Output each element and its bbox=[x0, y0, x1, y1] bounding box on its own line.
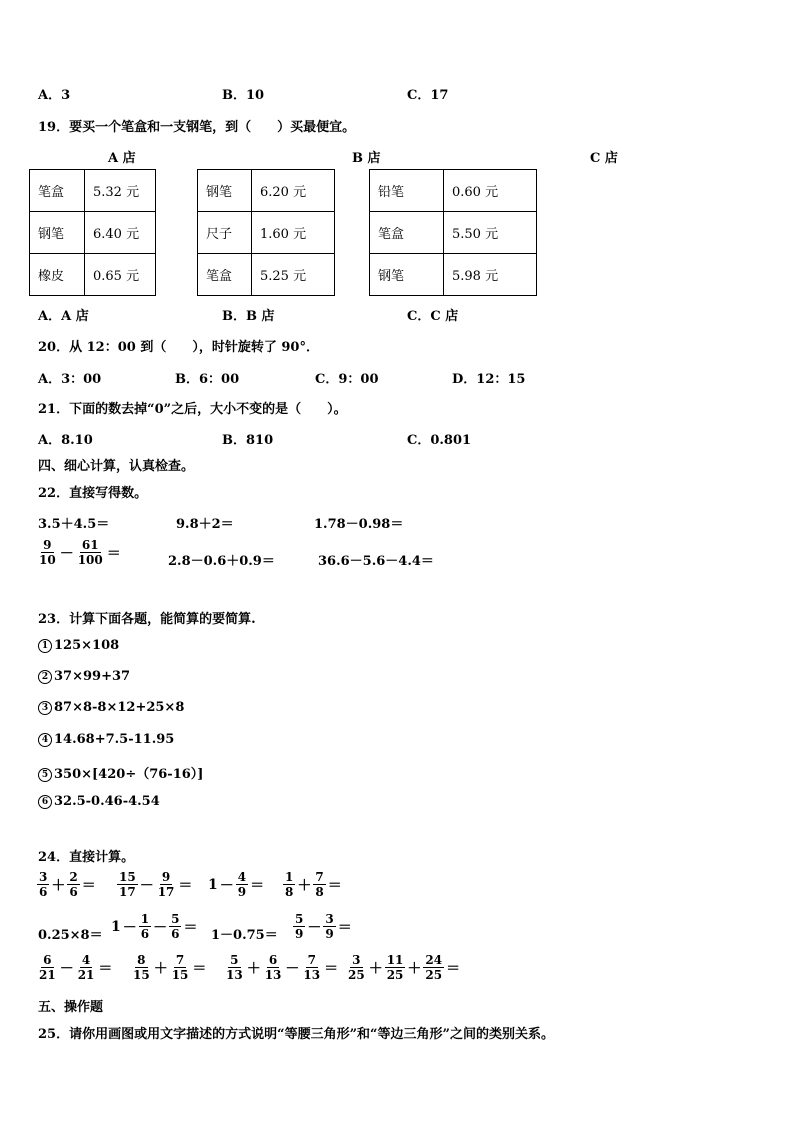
denominator: 15 bbox=[171, 968, 189, 982]
q24-r1-expr-2 bbox=[116, 870, 193, 899]
fraction bbox=[37, 538, 58, 567]
q21-option-a: A．8.10 bbox=[38, 433, 93, 448]
item-price: 5.50 元 bbox=[444, 212, 537, 254]
number: 1 bbox=[208, 876, 218, 893]
numerator: 9 bbox=[161, 870, 171, 884]
numerator: 24 bbox=[425, 953, 443, 967]
shop-c-title: C 店 bbox=[590, 151, 618, 166]
q24-r2-expr-1: 0.25×8＝ bbox=[38, 928, 103, 943]
denominator: 100 bbox=[77, 553, 103, 567]
operator: ＝ bbox=[327, 877, 342, 894]
denominator: 13 bbox=[226, 968, 243, 982]
fraction bbox=[385, 953, 406, 982]
numerator: 5 bbox=[230, 953, 239, 967]
fraction bbox=[170, 953, 191, 982]
number-circle: 4 bbox=[38, 733, 52, 747]
denominator: 25 bbox=[386, 968, 404, 982]
operator: ＝ bbox=[324, 960, 339, 977]
table-row bbox=[370, 254, 537, 296]
numerator: 4 bbox=[237, 870, 247, 884]
numerator: 1 bbox=[140, 912, 150, 926]
q21-option-c: C．0.801 bbox=[407, 433, 472, 448]
fraction bbox=[76, 538, 105, 567]
shop-a-title: A 店 bbox=[108, 151, 136, 166]
q19-option-b: B．B 店 bbox=[222, 309, 275, 324]
fraction bbox=[156, 870, 177, 899]
item-name: 笔盒 bbox=[198, 254, 252, 296]
shop-a-table bbox=[29, 169, 156, 296]
fraction bbox=[169, 912, 181, 941]
q24-r1-expr-1 bbox=[36, 870, 97, 899]
denominator: 6 bbox=[171, 927, 180, 941]
q23-item-3 bbox=[38, 700, 184, 715]
denominator: 15 bbox=[133, 968, 150, 982]
q20-question: 20．从 12：00 到（ ），时针旋转了 90°． bbox=[38, 340, 319, 355]
section-4-heading: 四、细心计算，认真检查。 bbox=[38, 459, 195, 474]
numerator: 3 bbox=[352, 953, 361, 967]
q21-option-b: B．810 bbox=[222, 433, 274, 448]
fraction bbox=[323, 912, 335, 941]
table-row bbox=[370, 212, 537, 254]
operator: ＋ bbox=[368, 960, 383, 977]
fraction bbox=[139, 912, 151, 941]
item-price: 0.65 元 bbox=[85, 254, 156, 296]
operator: － bbox=[219, 877, 234, 894]
number-circle: 3 bbox=[38, 701, 52, 715]
number-circle: 2 bbox=[38, 670, 52, 684]
item-name: 铅笔 bbox=[370, 170, 444, 212]
fraction bbox=[301, 953, 322, 982]
q18-option-b: B．10 bbox=[222, 88, 265, 103]
item-name: 钢笔 bbox=[30, 212, 85, 254]
denominator: 21 bbox=[39, 968, 56, 982]
q24-r1-expr-3 bbox=[207, 870, 265, 899]
operator: － bbox=[59, 545, 74, 562]
q23-item-text: 37×99+37 bbox=[54, 669, 131, 684]
table-row bbox=[198, 212, 335, 254]
shop-b-table bbox=[197, 169, 335, 296]
denominator: 6 bbox=[39, 885, 48, 899]
numerator: 6 bbox=[268, 953, 278, 967]
q25-question: 25．请你用画图或用文字描述的方式说明“等腰三角形”和“等边三角形”之间的类别关系。 bbox=[38, 1027, 555, 1042]
fraction bbox=[76, 953, 97, 982]
item-price: 1.60 元 bbox=[252, 212, 335, 254]
table-row bbox=[30, 170, 156, 212]
fraction bbox=[224, 953, 245, 982]
fraction bbox=[283, 870, 295, 899]
denominator: 25 bbox=[348, 968, 365, 982]
item-price: 5.32 元 bbox=[85, 170, 156, 212]
q22-expr-4 bbox=[36, 538, 122, 567]
table-row bbox=[198, 254, 335, 296]
item-name: 钢笔 bbox=[198, 170, 252, 212]
operator: ＋ bbox=[246, 960, 261, 977]
fraction bbox=[37, 870, 49, 899]
fraction bbox=[293, 912, 305, 941]
numerator: 5 bbox=[295, 912, 304, 926]
operator: － bbox=[285, 960, 300, 977]
q23-item-5 bbox=[38, 763, 203, 782]
operator: － bbox=[307, 919, 322, 936]
fraction bbox=[117, 870, 138, 899]
operator: ＝ bbox=[81, 877, 96, 894]
q19-option-c: C．C 店 bbox=[407, 309, 459, 324]
q20-option-a: A．3：00 bbox=[38, 372, 102, 387]
q22-expr-6: 36.6－5.6－4.4＝ bbox=[318, 554, 434, 569]
q23-item-2 bbox=[38, 669, 130, 684]
operator: ＋ bbox=[407, 960, 422, 977]
q22-expr-5: 2.8－0.6＋0.9＝ bbox=[168, 554, 275, 569]
q19-question: 19．要买一个笔盒和一支钢笔，到（ ）买最便宜。 bbox=[38, 120, 356, 135]
shop-c-table bbox=[369, 169, 537, 296]
operator: ＝ bbox=[337, 919, 352, 936]
numerator: 7 bbox=[175, 953, 185, 967]
q22-title: 22．直接写得数。 bbox=[38, 486, 148, 501]
number: 1 bbox=[111, 918, 121, 935]
operator: － bbox=[122, 919, 137, 936]
q24-r2-expr-4 bbox=[292, 912, 353, 941]
numerator: 9 bbox=[43, 538, 52, 552]
q23-item-text: 350×[420÷（76-16）] bbox=[54, 767, 204, 782]
denominator: 13 bbox=[303, 968, 321, 982]
item-name: 尺子 bbox=[198, 212, 252, 254]
q24-r2-expr-2 bbox=[110, 912, 198, 941]
q23-item-4 bbox=[38, 732, 174, 747]
number-circle: 5 bbox=[38, 768, 52, 782]
item-price: 6.40 元 bbox=[85, 212, 156, 254]
denominator: 9 bbox=[237, 885, 247, 899]
q23-item-text: 87×8-8×12+25×8 bbox=[54, 700, 185, 715]
numerator: 5 bbox=[171, 912, 180, 926]
denominator: 8 bbox=[285, 885, 294, 899]
q24-r2-expr-3: 1－0.75＝ bbox=[211, 928, 278, 943]
denominator: 13 bbox=[264, 968, 282, 982]
operator: ＝ bbox=[250, 877, 265, 894]
denominator: 21 bbox=[77, 968, 95, 982]
numerator: 1 bbox=[285, 870, 294, 884]
operator: ＝ bbox=[106, 545, 121, 562]
q24-r3-expr-4 bbox=[345, 953, 461, 982]
denominator: 6 bbox=[69, 885, 78, 899]
numerator: 61 bbox=[81, 538, 99, 552]
item-price: 5.25 元 bbox=[252, 254, 335, 296]
numerator: 15 bbox=[119, 870, 136, 884]
denominator: 17 bbox=[157, 885, 175, 899]
q22-expr-3: 1.78－0.98＝ bbox=[314, 517, 404, 532]
q19-option-a: A．A 店 bbox=[38, 309, 89, 324]
operator: ＋ bbox=[297, 877, 312, 894]
q24-r3-expr-2 bbox=[130, 953, 207, 982]
numerator: 6 bbox=[43, 953, 52, 967]
q22-expr-2: 9.8＋2＝ bbox=[176, 517, 234, 532]
fraction bbox=[346, 953, 367, 982]
operator: ＝ bbox=[178, 877, 193, 894]
numerator: 4 bbox=[81, 953, 91, 967]
operator: － bbox=[153, 919, 168, 936]
numerator: 7 bbox=[315, 870, 324, 884]
q24-r3-expr-3 bbox=[223, 953, 339, 982]
item-name: 橡皮 bbox=[30, 254, 85, 296]
q23-item-1 bbox=[38, 638, 119, 653]
q20-option-c: C．9：00 bbox=[315, 372, 379, 387]
denominator: 17 bbox=[119, 885, 136, 899]
operator: ＝ bbox=[446, 960, 461, 977]
operator: － bbox=[139, 877, 154, 894]
fraction bbox=[423, 953, 444, 982]
numerator: 8 bbox=[137, 953, 146, 967]
q23-item-text: 32.5-0.46-4.54 bbox=[54, 794, 160, 809]
item-price: 0.60 元 bbox=[444, 170, 537, 212]
numerator: 7 bbox=[307, 953, 316, 967]
q24-r3-expr-1 bbox=[36, 953, 113, 982]
item-name: 钢笔 bbox=[370, 254, 444, 296]
shop-b-title: B 店 bbox=[352, 151, 381, 166]
fraction bbox=[313, 870, 325, 899]
item-name: 笔盒 bbox=[30, 170, 85, 212]
denominator: 25 bbox=[425, 968, 443, 982]
section-5-heading: 五、操作题 bbox=[38, 1000, 104, 1015]
q23-title: 23．计算下面各题，能简算的要简算. bbox=[38, 612, 256, 627]
q23-item-text: 14.68+7.5-11.95 bbox=[54, 732, 175, 747]
operator: ＝ bbox=[192, 960, 207, 977]
fraction bbox=[263, 953, 284, 982]
number-circle: 6 bbox=[38, 795, 52, 809]
fraction bbox=[67, 870, 79, 899]
operator: ＝ bbox=[183, 919, 198, 936]
q20-option-d: D．12：15 bbox=[452, 372, 526, 387]
q24-title: 24．直接计算。 bbox=[38, 850, 135, 865]
item-name: 笔盒 bbox=[370, 212, 444, 254]
table-row bbox=[198, 170, 335, 212]
numerator: 2 bbox=[69, 870, 78, 884]
q23-item-6 bbox=[38, 794, 160, 809]
q23-item-text: 125×108 bbox=[54, 638, 120, 653]
denominator: 6 bbox=[140, 927, 150, 941]
table-row bbox=[30, 212, 156, 254]
denominator: 9 bbox=[325, 927, 334, 941]
item-price: 6.20 元 bbox=[252, 170, 335, 212]
denominator: 8 bbox=[315, 885, 324, 899]
operator: － bbox=[59, 960, 74, 977]
numerator: 3 bbox=[39, 870, 48, 884]
fraction bbox=[236, 870, 248, 899]
denominator: 10 bbox=[39, 553, 56, 567]
numerator: 3 bbox=[325, 912, 334, 926]
q22-expr-1: 3.5＋4.5＝ bbox=[38, 517, 110, 532]
table-row bbox=[30, 254, 156, 296]
denominator: 9 bbox=[295, 927, 304, 941]
fraction bbox=[37, 953, 58, 982]
fraction bbox=[131, 953, 152, 982]
table-row bbox=[370, 170, 537, 212]
q24-r1-expr-4 bbox=[282, 870, 343, 899]
operator: ＋ bbox=[51, 877, 66, 894]
q18-option-c: C．17 bbox=[407, 88, 449, 103]
q21-question: 21．下面的数去掉“0”之后，大小不变的是（ ）。 bbox=[38, 402, 347, 417]
q18-option-a: A．3 bbox=[38, 88, 71, 103]
operator: ＋ bbox=[153, 960, 168, 977]
numerator: 11 bbox=[386, 953, 404, 967]
q20-option-b: B．6：00 bbox=[175, 372, 240, 387]
number-circle: 1 bbox=[38, 639, 52, 653]
item-price: 5.98 元 bbox=[444, 254, 537, 296]
operator: ＝ bbox=[98, 960, 113, 977]
